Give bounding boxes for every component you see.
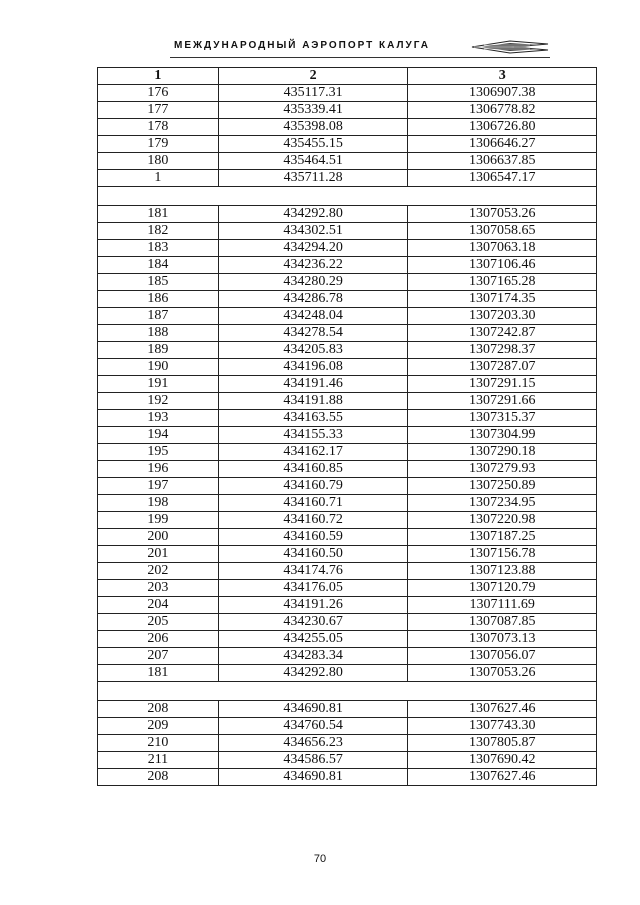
point-number-cell: 192: [98, 393, 219, 410]
y-coordinate-cell: 1306637.85: [408, 153, 597, 170]
point-number-cell: 186: [98, 291, 219, 308]
point-number-cell: 199: [98, 512, 219, 529]
point-number-cell: 204: [98, 597, 219, 614]
point-number-cell: 182: [98, 223, 219, 240]
table-row: [98, 718, 597, 735]
point-number-cell: 179: [98, 136, 219, 153]
table-row: [98, 735, 597, 752]
x-coordinate-cell: 434656.23: [218, 735, 408, 752]
y-coordinate-cell: 1307120.79: [408, 580, 597, 597]
x-coordinate-cell: 435455.15: [218, 136, 408, 153]
table-row: [98, 546, 597, 563]
x-coordinate-cell: 434155.33: [218, 427, 408, 444]
y-coordinate-cell: 1306726.80: [408, 119, 597, 136]
y-coordinate-cell: 1307627.46: [408, 769, 597, 786]
point-number-cell: 183: [98, 240, 219, 257]
y-coordinate-cell: 1307123.88: [408, 563, 597, 580]
y-coordinate-cell: 1306547.17: [408, 170, 597, 187]
y-coordinate-cell: 1307203.30: [408, 308, 597, 325]
y-coordinate-cell: 1307242.87: [408, 325, 597, 342]
x-coordinate-cell: 434176.05: [218, 580, 408, 597]
table-row: [98, 359, 597, 376]
column-header: 2: [218, 68, 408, 85]
x-coordinate-cell: 434278.54: [218, 325, 408, 342]
point-number-cell: 180: [98, 153, 219, 170]
table-body: [98, 85, 597, 786]
x-coordinate-cell: 434255.05: [218, 631, 408, 648]
table-row: [98, 410, 597, 427]
x-coordinate-cell: 434160.79: [218, 478, 408, 495]
x-coordinate-cell: 434690.81: [218, 701, 408, 718]
point-number-cell: 181: [98, 665, 219, 682]
table-row: [98, 170, 597, 187]
x-coordinate-cell: 434160.85: [218, 461, 408, 478]
point-number-cell: 185: [98, 274, 219, 291]
group-separator-cell: [98, 187, 597, 206]
table-row: [98, 665, 597, 682]
table-row: [98, 257, 597, 274]
point-number-cell: 200: [98, 529, 219, 546]
table-row: [98, 240, 597, 257]
y-coordinate-cell: 1306778.82: [408, 102, 597, 119]
point-number-cell: 202: [98, 563, 219, 580]
y-coordinate-cell: 1307087.85: [408, 614, 597, 631]
airport-wing-logo-icon: [470, 38, 550, 56]
y-coordinate-cell: 1307291.66: [408, 393, 597, 410]
x-coordinate-cell: 434690.81: [218, 769, 408, 786]
table-row: [98, 597, 597, 614]
table-row: [98, 376, 597, 393]
point-number-cell: 196: [98, 461, 219, 478]
x-coordinate-cell: 435711.28: [218, 170, 408, 187]
x-coordinate-cell: 434163.55: [218, 410, 408, 427]
x-coordinate-cell: 434191.88: [218, 393, 408, 410]
x-coordinate-cell: 434160.50: [218, 546, 408, 563]
table-row: [98, 580, 597, 597]
table-row: [98, 478, 597, 495]
y-coordinate-cell: 1306646.27: [408, 136, 597, 153]
y-coordinate-cell: 1307627.46: [408, 701, 597, 718]
table-row: [98, 308, 597, 325]
point-number-cell: 188: [98, 325, 219, 342]
x-coordinate-cell: 434160.71: [218, 495, 408, 512]
point-number-cell: 189: [98, 342, 219, 359]
table-row: [98, 461, 597, 478]
point-number-cell: 198: [98, 495, 219, 512]
point-number-cell: 1: [98, 170, 219, 187]
point-number-cell: 197: [98, 478, 219, 495]
table-row: [98, 119, 597, 136]
y-coordinate-cell: 1307315.37: [408, 410, 597, 427]
y-coordinate-cell: 1307291.15: [408, 376, 597, 393]
y-coordinate-cell: 1307279.93: [408, 461, 597, 478]
point-number-cell: 203: [98, 580, 219, 597]
y-coordinate-cell: 1307298.37: [408, 342, 597, 359]
point-number-cell: 211: [98, 752, 219, 769]
table-row: [98, 206, 597, 223]
page-number: 70: [313, 853, 327, 865]
y-coordinate-cell: 1307690.42: [408, 752, 597, 769]
x-coordinate-cell: 434292.80: [218, 206, 408, 223]
y-coordinate-cell: 1307056.07: [408, 648, 597, 665]
point-number-cell: 208: [98, 769, 219, 786]
x-coordinate-cell: 435398.08: [218, 119, 408, 136]
point-number-cell: 209: [98, 718, 219, 735]
x-coordinate-cell: 434205.83: [218, 342, 408, 359]
x-coordinate-cell: 434236.22: [218, 257, 408, 274]
y-coordinate-cell: 1307220.98: [408, 512, 597, 529]
x-coordinate-cell: 435464.51: [218, 153, 408, 170]
page-header: [170, 38, 550, 60]
y-coordinate-cell: 1307805.87: [408, 735, 597, 752]
table-row: [98, 631, 597, 648]
x-coordinate-cell: 434292.80: [218, 665, 408, 682]
y-coordinate-cell: 1307058.65: [408, 223, 597, 240]
x-coordinate-cell: 434302.51: [218, 223, 408, 240]
point-number-cell: 176: [98, 85, 219, 102]
point-number-cell: 190: [98, 359, 219, 376]
y-coordinate-cell: 1307174.35: [408, 291, 597, 308]
column-header: 1: [98, 68, 219, 85]
x-coordinate-cell: 435117.31: [218, 85, 408, 102]
header-rule: [170, 57, 550, 58]
point-number-cell: 177: [98, 102, 219, 119]
x-coordinate-cell: 434196.08: [218, 359, 408, 376]
table-row: [98, 752, 597, 769]
y-coordinate-cell: 1307290.18: [408, 444, 597, 461]
table-header-row: [98, 68, 597, 85]
y-coordinate-cell: 1307250.89: [408, 478, 597, 495]
table-row: [98, 427, 597, 444]
y-coordinate-cell: 1307287.07: [408, 359, 597, 376]
table-row: [98, 136, 597, 153]
y-coordinate-cell: 1307053.26: [408, 206, 597, 223]
header-title: МЕЖДУНАРОДНЫЙ АЭРОПОРТ КАЛУГА: [174, 40, 430, 51]
y-coordinate-cell: 1306907.38: [408, 85, 597, 102]
point-number-cell: 210: [98, 735, 219, 752]
table-row: [98, 614, 597, 631]
y-coordinate-cell: 1307304.99: [408, 427, 597, 444]
table-row: [98, 223, 597, 240]
table-row: [98, 701, 597, 718]
x-coordinate-cell: 434162.17: [218, 444, 408, 461]
group-separator-cell: [98, 682, 597, 701]
x-coordinate-cell: 434174.76: [218, 563, 408, 580]
table-row: [98, 325, 597, 342]
y-coordinate-cell: 1307743.30: [408, 718, 597, 735]
x-coordinate-cell: 434283.34: [218, 648, 408, 665]
x-coordinate-cell: 434280.29: [218, 274, 408, 291]
table-row: [98, 529, 597, 546]
table-row: [98, 291, 597, 308]
point-number-cell: 201: [98, 546, 219, 563]
x-coordinate-cell: 434248.04: [218, 308, 408, 325]
y-coordinate-cell: 1307073.13: [408, 631, 597, 648]
table-row: [98, 274, 597, 291]
y-coordinate-cell: 1307106.46: [408, 257, 597, 274]
group-separator-row: [98, 187, 597, 206]
table-row: [98, 512, 597, 529]
y-coordinate-cell: 1307234.95: [408, 495, 597, 512]
column-header: 3: [408, 68, 597, 85]
coordinates-table: [97, 67, 597, 786]
x-coordinate-cell: 434191.46: [218, 376, 408, 393]
x-coordinate-cell: 434286.78: [218, 291, 408, 308]
x-coordinate-cell: 434230.67: [218, 614, 408, 631]
point-number-cell: 181: [98, 206, 219, 223]
y-coordinate-cell: 1307165.28: [408, 274, 597, 291]
x-coordinate-cell: 434191.26: [218, 597, 408, 614]
table-row: [98, 444, 597, 461]
x-coordinate-cell: 434760.54: [218, 718, 408, 735]
y-coordinate-cell: 1307063.18: [408, 240, 597, 257]
x-coordinate-cell: 434294.20: [218, 240, 408, 257]
y-coordinate-cell: 1307156.78: [408, 546, 597, 563]
point-number-cell: 187: [98, 308, 219, 325]
point-number-cell: 178: [98, 119, 219, 136]
x-coordinate-cell: 434160.72: [218, 512, 408, 529]
y-coordinate-cell: 1307111.69: [408, 597, 597, 614]
table-row: [98, 393, 597, 410]
table-row: [98, 85, 597, 102]
x-coordinate-cell: 434586.57: [218, 752, 408, 769]
point-number-cell: 206: [98, 631, 219, 648]
group-separator-row: [98, 682, 597, 701]
table-row: [98, 769, 597, 786]
table-row: [98, 563, 597, 580]
table-row: [98, 153, 597, 170]
point-number-cell: 205: [98, 614, 219, 631]
table-row: [98, 342, 597, 359]
y-coordinate-cell: 1307053.26: [408, 665, 597, 682]
point-number-cell: 194: [98, 427, 219, 444]
point-number-cell: 193: [98, 410, 219, 427]
table-row: [98, 102, 597, 119]
point-number-cell: 184: [98, 257, 219, 274]
table-row: [98, 495, 597, 512]
x-coordinate-cell: 435339.41: [218, 102, 408, 119]
point-number-cell: 195: [98, 444, 219, 461]
point-number-cell: 208: [98, 701, 219, 718]
point-number-cell: 207: [98, 648, 219, 665]
y-coordinate-cell: 1307187.25: [408, 529, 597, 546]
point-number-cell: 191: [98, 376, 219, 393]
x-coordinate-cell: 434160.59: [218, 529, 408, 546]
table-row: [98, 648, 597, 665]
